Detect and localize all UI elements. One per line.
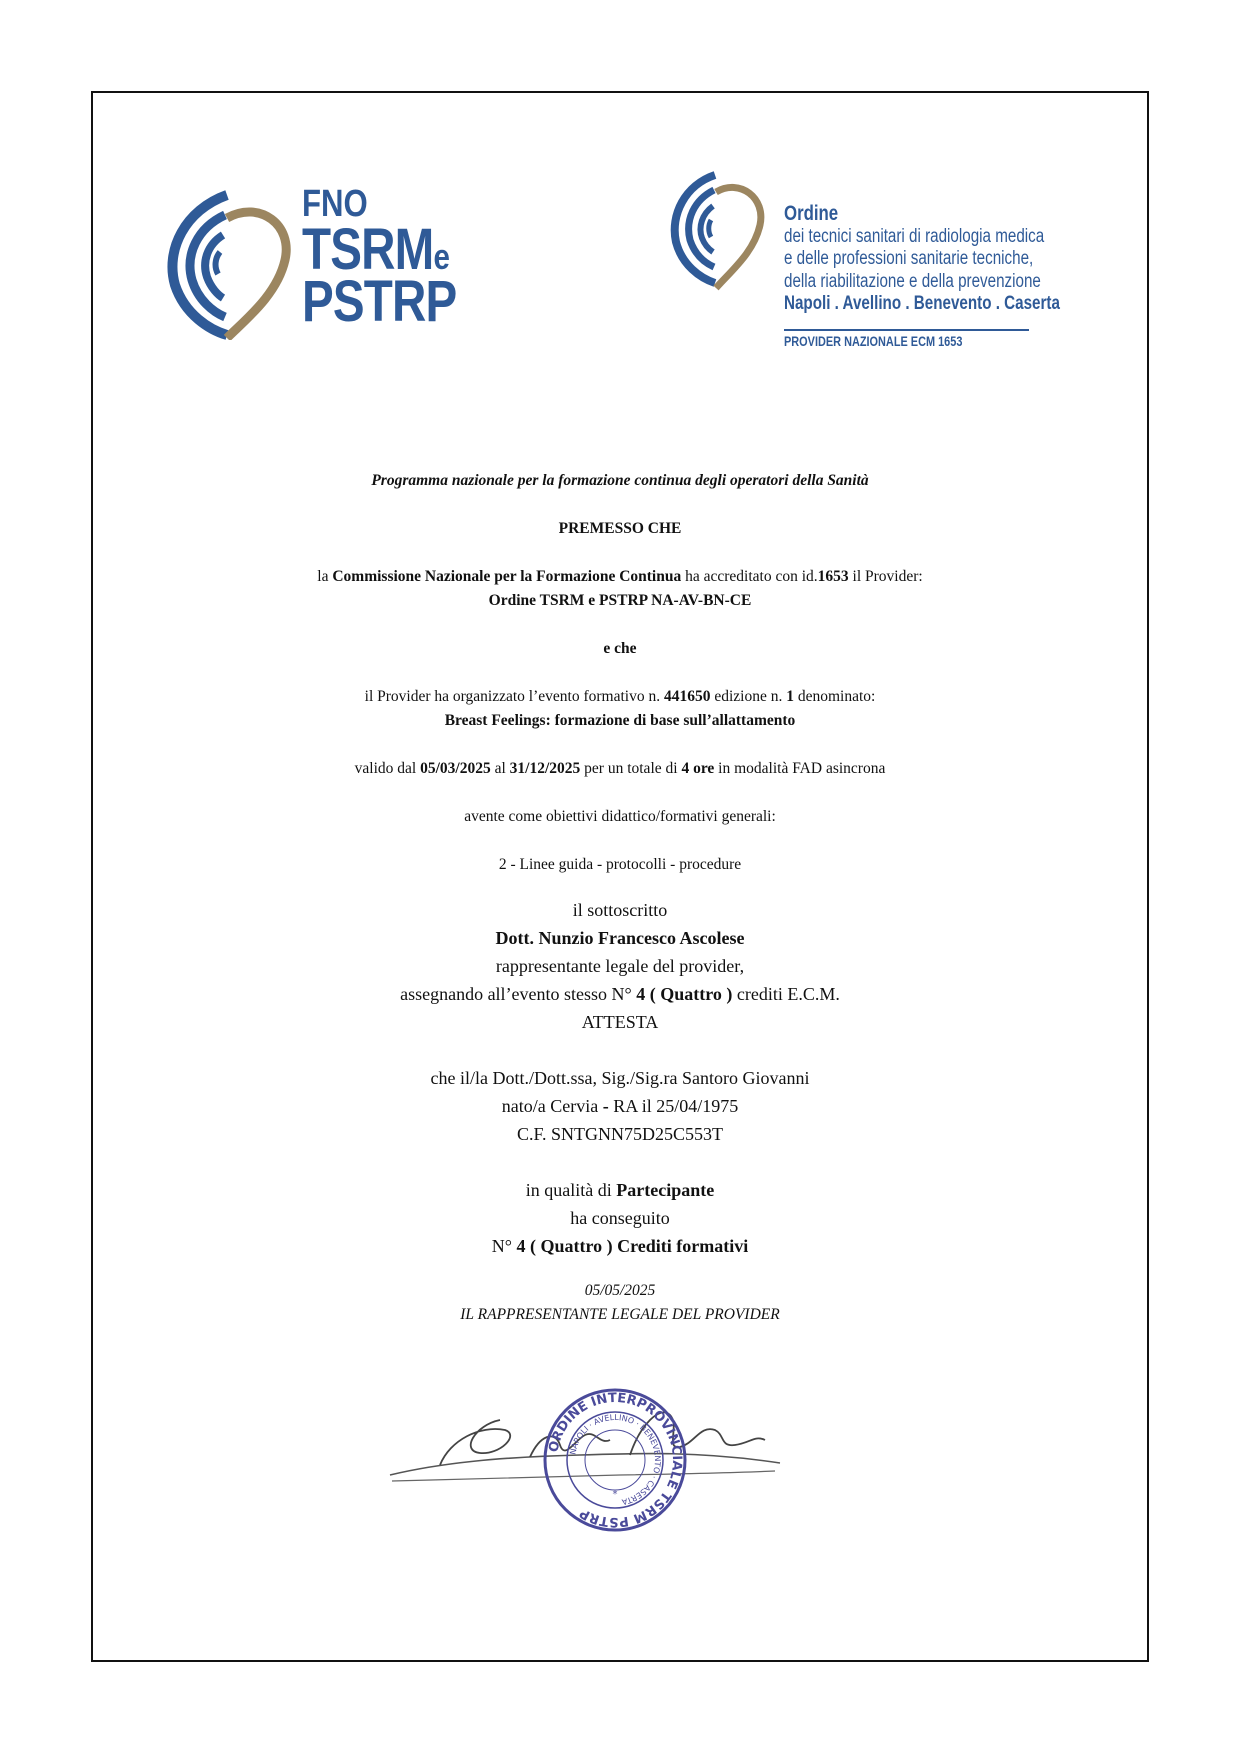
- validity-mid: al: [490, 760, 510, 777]
- premesso-heading: [100, 520, 1140, 538]
- ordine-logo: [670, 170, 1060, 350]
- signer-intro: il sottoscritto: [572, 900, 668, 920]
- ordine-provider-label: PROVIDER NAZIONALE ECM 1653: [784, 333, 963, 349]
- accreditation-id: 1653: [817, 568, 849, 585]
- signer-credits-line: [100, 984, 1140, 1005]
- objective-item: 2 - Linee guida - protocolli - procedure: [498, 856, 742, 873]
- validity-hours: 4 ore: [681, 760, 715, 777]
- ordine-cities: Napoli . Avellino . Benevento . Caserta: [784, 293, 1060, 314]
- validity-from: 05/03/2025: [420, 760, 491, 777]
- event-pre: il Provider ha organizzato l’evento formativo n.: [364, 688, 664, 705]
- ordine-divider: [784, 329, 1029, 331]
- accreditation-post: il Provider:: [848, 568, 923, 585]
- validity-post: in modalità FAD asincrona: [714, 760, 886, 777]
- signer-name: Dott. Nunzio Francesco Ascolese: [495, 928, 745, 948]
- validity-pre: valido dal: [354, 760, 421, 777]
- premesso-text: PREMESSO CHE: [558, 520, 682, 537]
- programme-heading: [100, 472, 1140, 490]
- validity-to: 31/12/2025: [509, 760, 581, 777]
- svg-text:NAPOLI · AVELLINO · BENEVENTO: NAPOLI · AVELLINO · BENEVENTO · CASERTA: [568, 1412, 663, 1507]
- fno-logo-text: [302, 183, 457, 334]
- quality-pre: in qualità di: [525, 1180, 617, 1200]
- heart-arcs-icon: [165, 190, 295, 340]
- signature-label: IL RAPPRESENTANTE LEGALE DEL PROVIDER: [460, 1306, 780, 1323]
- validity-line: [100, 760, 1140, 778]
- provider-name-line: [100, 592, 1140, 610]
- result-credits-pre: N°: [491, 1236, 517, 1256]
- signature-stamp-area: [380, 1385, 800, 1535]
- birth-dash: -: [602, 1096, 609, 1116]
- signer-name-line: [100, 928, 1140, 949]
- event-line: [100, 688, 1140, 706]
- logo-tsrm-text: TSRM: [302, 217, 434, 282]
- svg-text:ORDINE INTERPROVINCIALE TSRM P: ORDINE INTERPROVINCIALE TSRM PSTRP: [546, 1390, 685, 1530]
- quality-role: Partecipante: [616, 1180, 715, 1200]
- participant-cf: C.F. SNTGNN75D25C553T: [516, 1124, 724, 1144]
- signer-credits-pre: assegnando all’evento stesso N°: [400, 984, 637, 1004]
- logo-e-text: e: [433, 236, 450, 277]
- accreditation-mid: ha accreditato con id.: [681, 568, 818, 585]
- birth-post: RA il 25/04/1975: [608, 1096, 739, 1116]
- event-edition: 1: [786, 688, 794, 705]
- event-title-line: [100, 712, 1140, 730]
- signer-credits: 4 ( Quattro ): [636, 984, 733, 1004]
- event-mid: edizione n.: [710, 688, 787, 705]
- ordine-logo-text: [784, 203, 1060, 316]
- ordine-line-3: della riabilitazione e della prevenzione: [784, 270, 1041, 292]
- attesta-heading: ATTESTA: [581, 1012, 659, 1032]
- validity-mid2: per un totale di: [580, 760, 682, 777]
- accreditation-line: [100, 568, 1140, 586]
- issue-date: 05/05/2025: [584, 1282, 656, 1299]
- e-che-text: e che: [603, 640, 637, 657]
- stamp-seal: [540, 1385, 690, 1535]
- result-credits-line: [100, 1236, 1140, 1257]
- participant-line: che il/la Dott./Dott.ssa, Sig./Sig.ra Santoro Giovanni: [430, 1068, 810, 1088]
- event-title: Breast Feelings: formazione di base sull’allattamento: [444, 712, 796, 729]
- birth-pre: nato/a Cervia: [501, 1096, 603, 1116]
- svg-text:*: *: [612, 1489, 618, 1500]
- e-che-line: [100, 640, 1140, 658]
- quality-line: [100, 1180, 1140, 1201]
- ordine-title: Ordine: [784, 202, 839, 225]
- logo-line-pstrp: PSTRP: [302, 269, 457, 334]
- event-post: denominato:: [793, 688, 876, 705]
- achieved-line: ha conseguito: [570, 1208, 670, 1228]
- objectives-label: avente come obiettivi didattico/formativi generali:: [464, 808, 776, 825]
- accreditation-pre: la: [317, 568, 333, 585]
- participant-birth: [100, 1096, 1140, 1117]
- logo-line-fno: FNO: [302, 183, 368, 225]
- ordine-line-2: e delle professioni sanitarie tecniche,: [784, 248, 1034, 269]
- programme-text: Programma nazionale per la formazione continua degli operatori della Sanità: [371, 472, 869, 489]
- signer-credits-post: crediti E.C.M.: [732, 984, 840, 1004]
- provider-name: Ordine TSRM e PSTRP NA-AV-BN-CE: [488, 592, 752, 609]
- fno-tsrm-pstrp-logo: [165, 185, 455, 345]
- event-number: 441650: [663, 688, 711, 705]
- ordine-line-1: dei tecnici sanitari di radiologia medica: [784, 225, 1045, 247]
- heart-arcs-icon: [670, 170, 770, 295]
- result-credits: 4 ( Quattro ) Crediti formativi: [516, 1236, 749, 1256]
- commission-name: Commissione Nazionale per la Formazione Continua: [332, 568, 682, 585]
- signer-role: rappresentante legale del provider,: [495, 956, 745, 976]
